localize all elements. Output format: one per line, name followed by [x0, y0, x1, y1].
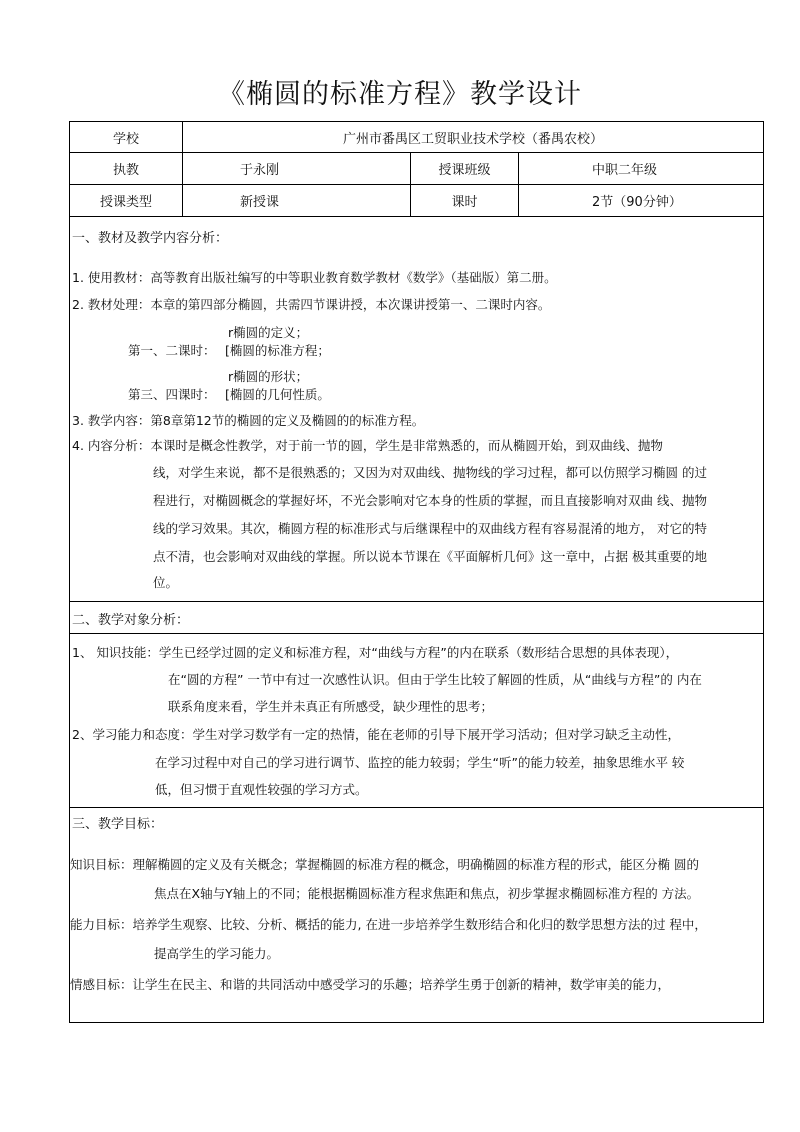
hours-value: 2节（90分钟）: [592, 195, 682, 210]
ability-goal-line: 提高学生的学习能力。: [154, 946, 280, 961]
section1-item4-line: 线，对学生来说，都不是很熟悉的；又因为对双曲线、抛物线的学习过程，都可以仿照学习椭圆 的过: [153, 465, 707, 480]
row-divider: [70, 216, 763, 217]
row-divider: [70, 601, 763, 602]
teacher-value: 于永刚: [240, 163, 280, 178]
section2-item1-line: 1、 知识技能：学生已经学过圆的定义和标准方程，对“曲线与方程”的内在联系（数形结合思想的具体表现），: [72, 645, 679, 660]
school-value: 广州市番禺区工贸职业技术学校（番禺农校）: [342, 131, 603, 147]
section2-item2-line: 低，但习惯于直观性较强的学习方式。: [155, 782, 368, 797]
section3-heading: 三、教学目标：: [72, 817, 164, 832]
lesson-plan-table: [69, 121, 764, 1023]
type-label: 授课类型: [99, 195, 152, 210]
section2-heading: 二、教学对象分析：: [72, 613, 190, 628]
section2-item1-line: 在“圆的方程” 一节中有过一次感性认识。但由于学生比较了解圆的性质，从“曲线与方程”的 内在: [168, 672, 702, 687]
period12-topic2: [椭圆的标准方程；: [225, 343, 330, 358]
hours-label: 课时: [451, 195, 478, 210]
knowledge-goal-line: 知识目标：理解椭圆的定义及有关概念；掌握椭圆的标准方程的概念，明确椭圆的标准方程的形式，能区分椭 圆的: [70, 857, 699, 872]
teacher-label: 执教: [112, 163, 139, 178]
period34-label: 第三、四课时：: [128, 387, 216, 402]
period12-topic1: r椭圆的定义；: [228, 325, 309, 340]
knowledge-goal-line: 焦点在X轴与Y轴上的不同；能根据椭圆标准方程求焦距和焦点，初步掌握求椭圆标准方程的 方法。: [154, 886, 700, 901]
period34-topic2: [椭圆的几何性质。: [225, 387, 330, 402]
emotion-goal-line: 情感目标：让学生在民主、和谐的共同活动中感受学习的乐趣；培养学生勇于创新的精神，数学审美的能力，: [70, 977, 671, 992]
section1-heading: 一、教材及教学内容分析：: [72, 231, 229, 246]
section2-item2-line: 在学习过程中对自己的学习进行调节、监控的能力较弱；学生“听”的能力较差，抽象思维水平 较: [155, 755, 685, 770]
ability-goal-line: 能力目标：培养学生观察、比较、分析、概括的能力, 在进一步培养学生数形结合和化归的数学思想方法的过 程中，: [70, 917, 707, 932]
school-label: 学校: [112, 131, 139, 147]
period34-topic1: r椭圆的形状；: [228, 369, 309, 384]
section1-item4-line: 4. 内容分析：本课时是概念性教学，对于前一节的圆，学生是非常熟悉的，而从椭圆开始，到双曲线、抛物: [72, 438, 663, 453]
section1-item3: 3. 教学内容：第8章第12节的椭圆的定义及椭圆的的标准方程。: [72, 413, 425, 428]
section2-item2-line: 2、学习能力和态度：学生对学习数学有一定的热情，能在老师的引导下展开学习活动；但对学习缺乏主动性，: [72, 727, 680, 742]
row-divider: [70, 633, 763, 634]
section1-item4-line: 位。: [153, 575, 179, 590]
class-label: 授课班级: [438, 163, 491, 178]
section2-item1-line: 联系角度来看，学生并未真正有所感受，缺少理性的思考；: [168, 699, 494, 714]
period12-label: 第一、二课时：: [128, 343, 216, 358]
section1-item4-line: 线的学习效果。其次，椭圆方程的标准形式与后继课程中的双曲线方程有容易混淆的地方， 对它的特: [153, 521, 707, 536]
type-value: 新授课: [240, 195, 280, 210]
section1-item1: 1. 使用教材：高等教育出版社编写的中等职业教育数学教材《数学》（基础版）第二册。: [72, 270, 557, 285]
column-divider: [518, 153, 519, 216]
section1-item4-line: 程进行，对椭圆概念的掌握好坏，不光会影响对它本身的性质的掌握，而且直接影响对双曲 线、抛物: [153, 493, 707, 508]
row-divider: [70, 807, 763, 808]
section1-item2: 2. 教材处理：本章的第四部分椭圆，共需四节课讲授，本次课讲授第一、二课时内容。: [72, 297, 551, 312]
class-value: 中职二年级: [592, 163, 658, 178]
section1-item4-line: 点不清，也会影响对双曲线的掌握。所以说本节课在《平面解析几何》这一章中，占据 极其重要的地: [153, 549, 707, 564]
document-title: 《椭圆的标准方程》教学设计: [218, 79, 582, 110]
